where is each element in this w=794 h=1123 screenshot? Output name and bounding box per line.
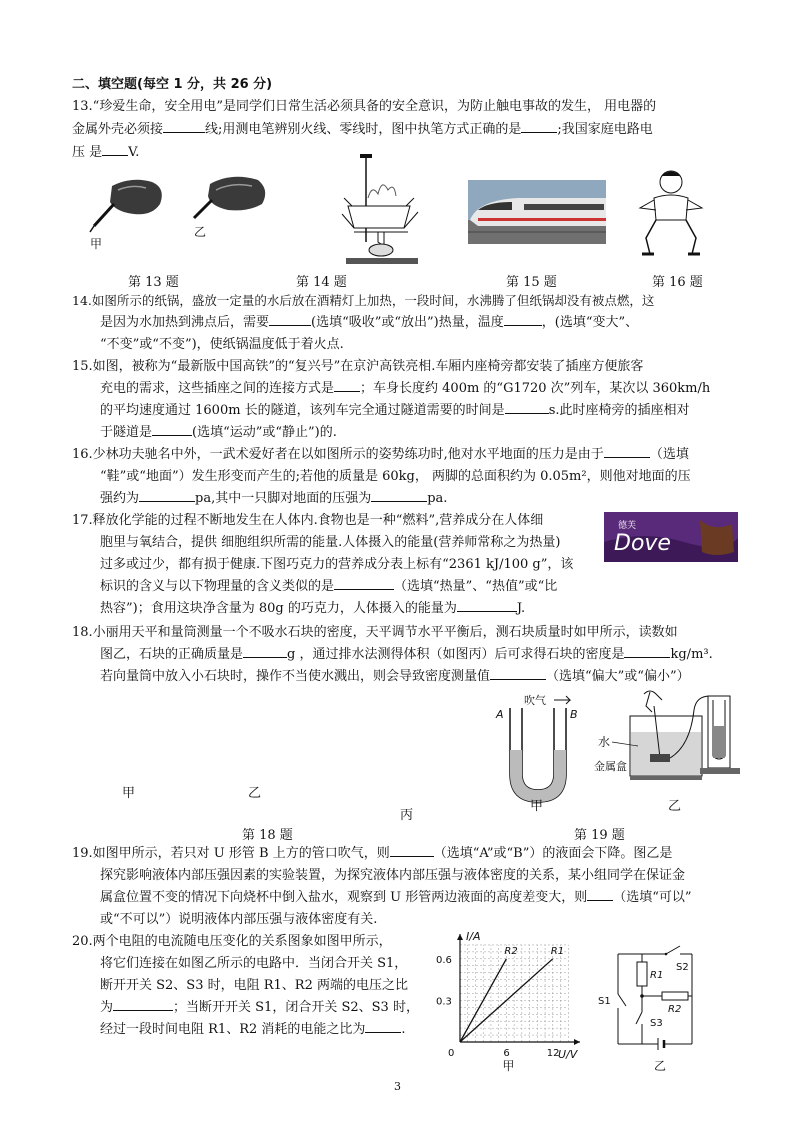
q16-line-1 xyxy=(72,444,732,466)
q18-text: 图乙，石块的正确质量是 xyxy=(100,647,244,662)
fig16-martial-artist-illustration xyxy=(636,168,706,260)
q15-blank-3[interactable] xyxy=(152,422,192,436)
resistor-r1 xyxy=(637,962,647,986)
q16-blank-3[interactable] xyxy=(371,488,427,502)
iu-chart xyxy=(426,922,596,1072)
circuit-diagram xyxy=(596,932,706,1072)
q18-text: （选填“偏大”或“偏小”） xyxy=(546,669,690,684)
q16-blank-1[interactable] xyxy=(604,444,650,458)
q17-line-3: 过多或过少，都有损于健康.下图巧克力的营养成分表上标有“2361 kJ/100 g”，该 xyxy=(100,557,574,572)
fig14-paper-pot-illustration xyxy=(338,154,428,270)
q20-line-4 xyxy=(100,997,420,1019)
switch-s1-label: S1 xyxy=(598,996,611,1007)
q15-text: 于隧道是 xyxy=(100,425,153,440)
fig19-box-label: 金属盒 xyxy=(594,760,627,773)
q14-blank-2[interactable] xyxy=(504,312,542,326)
q20-text: . xyxy=(401,1022,406,1037)
q20-blank-1[interactable] xyxy=(113,997,173,1011)
q15-text: s.此时座椅旁的插座相对 xyxy=(548,403,690,418)
q20-text: 为 xyxy=(100,1000,114,1015)
q18-text: g ，通过排水法测得体积（如图丙）后可求得石块的密度是 xyxy=(287,647,625,662)
hand-b-illustration xyxy=(194,177,265,218)
q18-line-1: 18.小丽用天平和量筒测量一个不吸水石块的密度，天平调节水平平衡后，测石块质量时如甲所示，读数如 xyxy=(72,625,678,640)
q17-blank-1[interactable] xyxy=(334,576,394,590)
battery xyxy=(658,1038,664,1050)
q18-blank-1[interactable] xyxy=(243,644,287,658)
series-label-r1: R1 xyxy=(550,945,565,957)
q15-text: ；车身长度约 400m 的“G1720 次”列车，某次以 360km/h xyxy=(360,381,711,396)
chocolate-brand-cn: 德芙 xyxy=(618,521,637,531)
fig19-label-tube-a: A xyxy=(496,708,504,721)
chocolate-brand: Dove xyxy=(614,531,671,556)
q16-text: 16.少林功夫驰名中外，一武术爱好者在以如图所示的姿势练功时,他对水平地面的压力是由于 xyxy=(72,447,604,462)
q15-blank-2[interactable] xyxy=(505,400,549,414)
q13-text: 线;用测电笔辨别火线、零线时，图中执笔方式正确的是 xyxy=(205,122,522,137)
q16-text: pa. xyxy=(427,491,448,506)
caption-16: 第 16 题 xyxy=(652,275,703,290)
switch-s3 xyxy=(636,1012,642,1024)
q19-text: 属盒位置不变的情况下向烧杯中倒入盐水，观察到 U 形管两边液面的高度差变大，则 xyxy=(100,890,588,905)
q19-text: （选填“可以” xyxy=(613,890,692,905)
switch-s1 xyxy=(615,994,626,1008)
q20-text: ；当断开开关 S1，闭合开关 S2、S3 时， xyxy=(173,1000,419,1015)
q17-blank-2[interactable] xyxy=(457,598,517,612)
q19-line-3 xyxy=(100,887,730,909)
fig19-label-a: 甲 xyxy=(530,799,544,814)
x-tick-label: 6 xyxy=(503,1048,510,1059)
fig18-label-b: 乙 xyxy=(248,786,262,801)
q13-text: ;我国家庭电路电 xyxy=(557,122,653,137)
caption-13: 第 13 题 xyxy=(128,275,179,290)
q16-blank-2[interactable] xyxy=(139,488,195,502)
q18-line-2 xyxy=(100,644,730,666)
series-label-r2: R2 xyxy=(504,945,518,957)
q17-text: 热容”)；食用这块净含量为 80g 的巧克力，人体摄入的能量为 xyxy=(100,601,457,616)
q20-line-5 xyxy=(100,1019,420,1041)
q14-text: (选填“吸收”或“放出”)热量，温度 xyxy=(311,315,504,330)
q18-blank-2[interactable] xyxy=(624,644,670,658)
switch-s2 xyxy=(665,946,680,955)
q19-blank-1[interactable] xyxy=(390,843,434,857)
fig18-label-a: 甲 xyxy=(122,786,136,801)
q13-blank-2[interactable] xyxy=(521,119,557,133)
caption-18: 第 18 题 xyxy=(242,828,293,843)
fig13-label-b: 乙 xyxy=(194,225,207,239)
resistor-r2 xyxy=(662,992,688,1000)
fig19-blow-label: 吹气 xyxy=(524,694,546,707)
fig19-water-label: 水 xyxy=(598,735,611,749)
q13-blank-3[interactable] xyxy=(102,142,128,156)
q14-line-1: 14.如图所示的纸锅，盛放一定量的水后放在酒精灯上加热，一段时间，水沸腾了但纸锅却没有被点燃，这 xyxy=(72,293,655,308)
q15-text: 充电的需求，这些插座之间的连接方式是 xyxy=(100,381,335,396)
x-tick-label: 12 xyxy=(546,1048,560,1059)
q14-line-2 xyxy=(100,312,730,334)
q17-text: （选填“热量”、“热值”或“比 xyxy=(394,579,558,594)
fig13-label-a: 甲 xyxy=(90,237,103,250)
caption-19: 第 19 题 xyxy=(574,828,625,843)
q14-line-3: “不变”或“不变”)，使纸锅温度低于着火点. xyxy=(100,337,344,352)
q17-text: 标识的含义与以下物理量的含义类似的是 xyxy=(100,579,335,594)
q15-line-4 xyxy=(100,422,730,444)
q18-text: 若向量筒中放入小石块时，操作不当使水溅出，则会导致密度测量值 xyxy=(100,669,491,684)
q20-line-2: 将它们连接在如图乙所示的电路中．当闭合开关 S1， xyxy=(100,956,408,971)
q14-blank-1[interactable] xyxy=(269,312,311,326)
q15-line-1: 15.如图，被称为“最新版中国高铁”的“复兴号”在京沪高铁亮相.车厢内座椅旁都安装了插座方便旅客 xyxy=(72,359,644,374)
q20-blank-2[interactable] xyxy=(365,1019,401,1033)
y-axis-label: I/A xyxy=(466,930,481,943)
q20-text: 经过一段时间电阻 R1、R2 消耗的电能之比为 xyxy=(100,1022,366,1037)
q19-text: 19.如图甲所示，若只对 U 形管 B 上方的管口吹气，则 xyxy=(72,846,390,861)
switch-s3-label: S3 xyxy=(650,1018,663,1029)
q13-line-1: 13.“珍爱生命，安全用电”是同学们日常生活必须具备的安全意识，为防止触电事故的发生， 用电器的 xyxy=(72,99,657,114)
q17-line-2: 胞里与氧结合，提供 细胞组织所需的能量.人体摄入的能量(营养师常称之为热量) xyxy=(100,535,561,550)
switch-s2-label: S2 xyxy=(676,962,689,973)
q15-blank-1[interactable] xyxy=(334,378,360,392)
q15-text: 的平均速度通过 1600m 长的隧道，该列车完全通过隧道需要的时间是 xyxy=(100,403,505,418)
q17-line-1: 17.释放化学能的过程不断地发生在人体内.食物也是一种“燃料”,营养成分在人体细 xyxy=(72,513,544,528)
q20-line-3: 断开开关 S2、S3 时，电阻 R1、R2 两端的电压之比 xyxy=(100,978,409,993)
q14-text: ，(选填“变大”、 xyxy=(541,315,639,330)
fig19-pressure-gauge-diagram xyxy=(590,686,760,792)
q18-line-3 xyxy=(100,666,730,688)
y-tick-label: 0.6 xyxy=(436,954,452,966)
q15-text: (选填“运动”或“静止”)的. xyxy=(192,425,337,440)
q19-line-4: 或“不可以”）说明液体内部压强与液体密度有关. xyxy=(100,912,378,927)
q18-text: kg/m³. xyxy=(670,647,713,662)
origin-label: 0 xyxy=(448,1048,455,1059)
chart-caption: 甲 xyxy=(502,1059,515,1072)
q15-line-2 xyxy=(100,378,730,400)
section-title: 二、填空题(每空 1 分，共 26 分) xyxy=(72,77,273,92)
q17-text: J. xyxy=(516,601,526,616)
q16-text: （选填 xyxy=(649,447,689,462)
q16-line-3 xyxy=(100,488,730,510)
fig19-label-b: 乙 xyxy=(668,799,682,814)
q13-text: 金属外壳必须接 xyxy=(72,122,164,137)
q19-line-2: 探究影响液体内部压强因素的实验装置，为探究液体内部压强与液体密度的关系，某小组同学在保证金 xyxy=(100,868,686,883)
x-axis-label: U/V xyxy=(558,1048,578,1061)
q16-text: 强约为 xyxy=(100,491,140,506)
q13-text: V. xyxy=(128,145,140,160)
q18-blank-3[interactable] xyxy=(490,666,546,680)
q17-line-5 xyxy=(100,598,730,620)
resistor-r1-label: R1 xyxy=(650,970,664,981)
q13-line-2 xyxy=(72,119,732,141)
q19-text: （选填“A”或“B”）的液面会下降。图乙是 xyxy=(433,846,673,861)
hand-a-illustration xyxy=(90,180,162,232)
q13-text: 压 是 xyxy=(72,145,103,160)
q16-text: pa,其中一只脚对地面的压强为 xyxy=(195,491,372,506)
fig19-label-tube-b: B xyxy=(570,708,578,721)
q15-line-3 xyxy=(100,400,730,422)
fig13-test-pen-illustration xyxy=(82,168,272,250)
q17-line-4 xyxy=(100,576,730,598)
y-axis-arrow xyxy=(457,934,463,940)
x-axis-arrow xyxy=(574,1039,580,1045)
caption-15: 第 15 题 xyxy=(506,275,557,290)
caption-14: 第 14 题 xyxy=(296,275,347,290)
q14-text: 是因为水加热到沸点后，需要 xyxy=(100,315,270,330)
q13-blank-1[interactable] xyxy=(163,119,205,133)
q19-line-1 xyxy=(72,843,732,865)
fig15-train-photo xyxy=(468,180,606,244)
page-number: 3 xyxy=(394,1080,401,1093)
fig18-label-c: 丙 xyxy=(400,808,414,823)
chocolate-bar-photo xyxy=(604,512,738,562)
resistor-r2-label: R2 xyxy=(668,1004,682,1015)
q16-line-2: “鞋”或“地面”）发生形变而产生的;若他的质量是 60kg， 两脚的总面积约为 0.05m²，则他对地面的压 xyxy=(100,469,691,484)
circuit-caption: 乙 xyxy=(654,1059,667,1072)
q19-blank-2[interactable] xyxy=(587,887,613,901)
q20-line-1: 20.两个电阻的电流随电压变化的关系图象如图甲所示， xyxy=(72,934,392,949)
y-tick-label: 0.3 xyxy=(436,996,452,1008)
